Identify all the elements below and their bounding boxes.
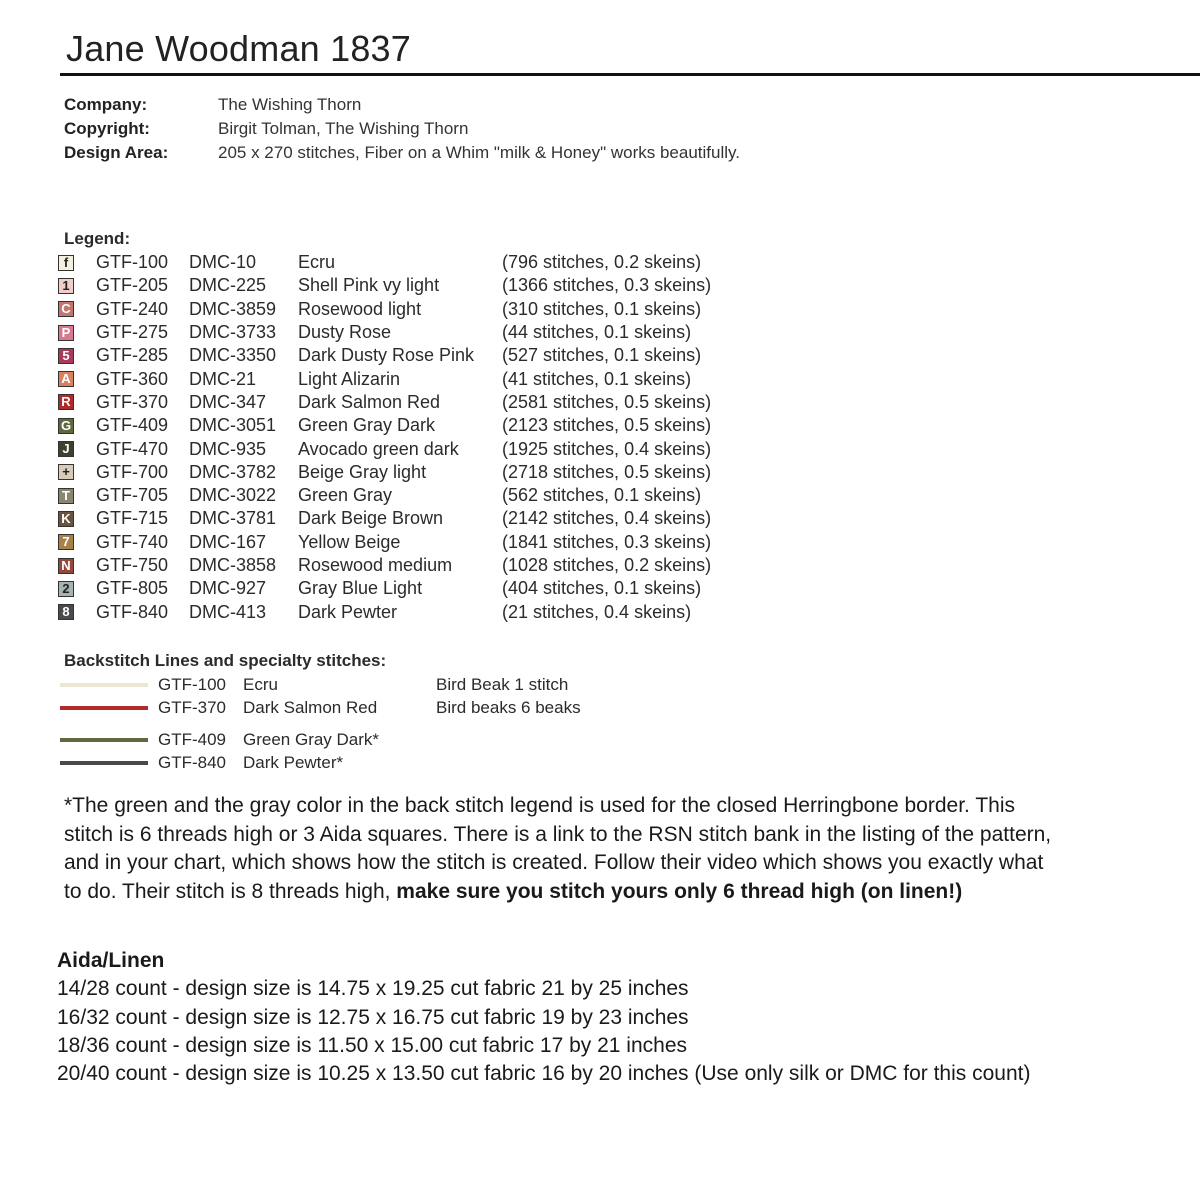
legend-gtf-code: GTF-370 xyxy=(96,391,169,412)
legend-row xyxy=(58,367,711,390)
legend-row xyxy=(58,554,711,577)
legend-row xyxy=(58,461,711,484)
backstitch-row xyxy=(58,673,581,696)
legend-dmc-code: DMC-3782 xyxy=(189,461,277,482)
legend-heading: Legend: xyxy=(64,229,131,248)
legend-dmc-code: DMC-225 xyxy=(189,275,267,296)
legend-symbol: 1 xyxy=(58,278,74,294)
backstitch-gtf-code: GTF-840 xyxy=(158,752,227,772)
legend-row xyxy=(58,484,711,507)
backstitch-gtf-code: GTF-100 xyxy=(158,674,227,694)
legend-stitch-count: (1028 stitches, 0.2 skeins) xyxy=(502,555,712,575)
backstitch-color-name: Dark Pewter* xyxy=(243,752,344,772)
legend-symbol: T xyxy=(58,488,74,504)
legend-dmc-code: DMC-927 xyxy=(189,578,267,599)
fabric-line: 18/36 count - design size is 11.50 x 15.00 cut fabric 17 by 21 inches xyxy=(57,1033,687,1057)
legend-row xyxy=(58,531,711,554)
legend-stitch-count: (2142 stitches, 0.4 skeins) xyxy=(502,508,712,529)
legend-color-name: Gray Blue Light xyxy=(298,578,423,599)
backstitch-line-swatch xyxy=(60,761,148,765)
legend-dmc-code: DMC-413 xyxy=(189,601,267,622)
legend-stitch-count: (562 stitches, 0.1 skeins) xyxy=(502,485,702,506)
legend-color-name: Green Gray Dark xyxy=(298,415,436,436)
legend-row xyxy=(58,251,711,274)
spacer xyxy=(58,719,581,728)
legend-symbol: J xyxy=(58,441,74,457)
legend-gtf-code: GTF-285 xyxy=(96,345,169,366)
legend-dmc-code: DMC-10 xyxy=(189,252,257,273)
legend-color-name: Rosewood light xyxy=(298,298,422,319)
legend-color-name: Beige Gray light xyxy=(298,461,427,482)
legend-dmc-code: DMC-21 xyxy=(189,368,257,389)
legend-dmc-code: DMC-347 xyxy=(189,391,267,412)
legend-symbol: 8 xyxy=(58,604,74,620)
backstitch-row xyxy=(58,696,581,719)
legend-color-name: Yellow Beige xyxy=(298,531,401,552)
legend-row xyxy=(58,321,711,344)
legend-row xyxy=(58,577,711,600)
legend-gtf-code: GTF-360 xyxy=(96,368,169,389)
legend-color-name: Dusty Rose xyxy=(298,322,392,343)
legend-gtf-code: GTF-205 xyxy=(96,275,169,296)
legend-row xyxy=(58,391,711,414)
legend-row xyxy=(58,298,711,321)
legend-row xyxy=(58,344,711,367)
backstitch-rows xyxy=(58,673,581,774)
pattern-info xyxy=(64,93,740,165)
design-area-row xyxy=(64,141,740,165)
page-title: Jane Woodman 1837 xyxy=(66,28,411,69)
legend-stitch-count: (1841 stitches, 0.3 skeins) xyxy=(502,531,712,552)
legend-dmc-code: DMC-167 xyxy=(189,531,267,552)
legend-dmc-code: DMC-3350 xyxy=(189,345,277,366)
legend-color-name: Dark Beige Brown xyxy=(298,508,444,529)
legend-color-name: Green Gray xyxy=(298,485,393,506)
backstitch-color-name: Dark Salmon Red xyxy=(243,697,378,717)
legend-row xyxy=(58,274,711,297)
legend-color-name: Shell Pink vy light xyxy=(298,275,440,296)
legend-stitch-count: (310 stitches, 0.1 skeins) xyxy=(502,298,702,319)
legend-symbol: 7 xyxy=(58,534,74,550)
legend-gtf-code: GTF-715 xyxy=(96,508,169,529)
backstitch-gtf-code: GTF-409 xyxy=(158,729,227,749)
legend-rows xyxy=(58,251,711,624)
legend-dmc-code: DMC-3051 xyxy=(189,415,277,436)
legend-dmc-code: DMC-3859 xyxy=(189,298,277,319)
legend-gtf-code: GTF-409 xyxy=(96,415,169,436)
legend-gtf-code: GTF-100 xyxy=(96,252,169,273)
legend-color-name: Avocado green dark xyxy=(298,438,459,459)
company-value: The Wishing Thorn xyxy=(218,95,362,114)
copyright-label: Copyright: xyxy=(64,119,150,138)
backstitch-note: Bird Beak 1 stitch xyxy=(436,674,569,694)
legend-row xyxy=(58,414,711,437)
company-label: Company: xyxy=(64,95,148,114)
copyright-row xyxy=(64,117,740,141)
legend-gtf-code: GTF-705 xyxy=(96,485,169,506)
legend-stitch-count: (44 stitches, 0.1 skeins) xyxy=(502,322,692,343)
legend-gtf-code: GTF-275 xyxy=(96,322,169,343)
legend-color-name: Rosewood medium xyxy=(298,555,453,575)
fabric-heading: Aida/Linen xyxy=(57,949,165,972)
note-bold-text: make sure you stitch yours only 6 thread high (on linen!) xyxy=(396,879,963,903)
backstitch-note: Bird beaks 6 beaks xyxy=(436,697,581,717)
legend-gtf-code: GTF-840 xyxy=(96,601,169,622)
legend-row xyxy=(58,600,711,623)
backstitch-legend xyxy=(58,648,581,774)
backstitch-gtf-code: GTF-370 xyxy=(158,697,227,717)
legend-color-name: Dark Salmon Red xyxy=(298,391,441,412)
legend-row xyxy=(58,437,711,460)
legend-symbol: 5 xyxy=(58,348,74,364)
legend-stitch-count: (404 stitches, 0.1 skeins) xyxy=(502,578,702,599)
legend-stitch-count: (41 stitches, 0.1 skeins) xyxy=(502,368,692,389)
legend-dmc-code: DMC-3733 xyxy=(189,322,277,343)
design-area-value: 205 x 270 stitches, Fiber on a Whim "milk & Honey" works beautifully. xyxy=(218,143,740,162)
legend-color-name: Dark Dusty Rose Pink xyxy=(298,345,475,366)
legend-stitch-count: (2123 stitches, 0.5 skeins) xyxy=(502,415,712,436)
herringbone-note xyxy=(64,792,1064,906)
legend-color-name: Ecru xyxy=(298,252,336,273)
legend-symbol: R xyxy=(58,394,74,410)
legend-stitch-count: (527 stitches, 0.1 skeins) xyxy=(502,345,702,366)
backstitch-color-name: Ecru xyxy=(243,674,278,694)
legend-stitch-count: (2581 stitches, 0.5 skeins) xyxy=(502,391,712,412)
fabric-line: 14/28 count - design size is 14.75 x 19.25 cut fabric 21 by 25 inches xyxy=(57,977,689,1001)
legend-dmc-code: DMC-935 xyxy=(189,438,267,459)
legend-stitch-count: (2718 stitches, 0.5 skeins) xyxy=(502,461,712,482)
legend-gtf-code: GTF-740 xyxy=(96,531,169,552)
legend-stitch-count: (1366 stitches, 0.3 skeins) xyxy=(502,275,712,296)
thread-legend xyxy=(58,229,711,624)
legend-color-name: Dark Pewter xyxy=(298,601,398,622)
legend-row xyxy=(58,507,711,530)
backstitch-line-swatch xyxy=(60,738,148,742)
fabric-sizes xyxy=(57,947,1030,1088)
copyright-value: Birgit Tolman, The Wishing Thorn xyxy=(218,119,469,138)
legend-symbol: 2 xyxy=(58,581,74,597)
backstitch-color-name: Green Gray Dark* xyxy=(243,729,380,749)
legend-dmc-code: DMC-3858 xyxy=(189,555,277,575)
company-row xyxy=(64,93,740,117)
fabric-line: 16/32 count - design size is 12.75 x 16.75 cut fabric 19 by 23 inches xyxy=(57,1005,689,1029)
legend-gtf-code: GTF-470 xyxy=(96,438,169,459)
backstitch-line-swatch xyxy=(60,683,148,687)
backstitch-row xyxy=(58,751,581,774)
legend-color-name: Light Alizarin xyxy=(298,368,401,389)
legend-symbol: C xyxy=(58,301,74,317)
legend-symbol: G xyxy=(58,418,74,434)
legend-gtf-code: GTF-700 xyxy=(96,461,169,482)
legend-symbol: N xyxy=(58,558,74,574)
fabric-line: 20/40 count - design size is 10.25 x 13.50 cut fabric 16 by 20 inches (Use only silk or DMC for this count) xyxy=(57,1062,1031,1086)
legend-symbol: K xyxy=(58,511,74,527)
design-area-label: Design Area: xyxy=(64,143,169,162)
legend-symbol: A xyxy=(58,371,74,387)
note-text: *The green and the gray color in the back stitch legend is used for the closed Herringbone border. This stitch is 6 threads high or 3 Aida squares. There is a link to the RSN stitch bank in the listing of the pattern, and in your chart, which shows how the stitch is created. Follow their video which shows you exactly what to do. Their stitch is 8 threads high, xyxy=(64,794,1052,903)
legend-gtf-code: GTF-750 xyxy=(96,555,169,575)
legend-stitch-count: (21 stitches, 0.4 skeins) xyxy=(502,601,692,622)
legend-symbol: f xyxy=(58,255,74,271)
legend-dmc-code: DMC-3781 xyxy=(189,508,277,529)
legend-dmc-code: DMC-3022 xyxy=(189,485,277,506)
backstitch-line-swatch xyxy=(60,706,148,710)
legend-symbol: + xyxy=(58,464,74,480)
legend-gtf-code: GTF-240 xyxy=(96,298,169,319)
backstitch-row xyxy=(58,728,581,751)
backstitch-heading: Backstitch Lines and specialty stitches: xyxy=(64,651,387,670)
legend-stitch-count: (1925 stitches, 0.4 skeins) xyxy=(502,438,712,459)
legend-gtf-code: GTF-805 xyxy=(96,578,169,599)
legend-symbol: P xyxy=(58,325,74,341)
title-divider xyxy=(60,73,1200,76)
legend-stitch-count: (796 stitches, 0.2 skeins) xyxy=(502,252,702,273)
